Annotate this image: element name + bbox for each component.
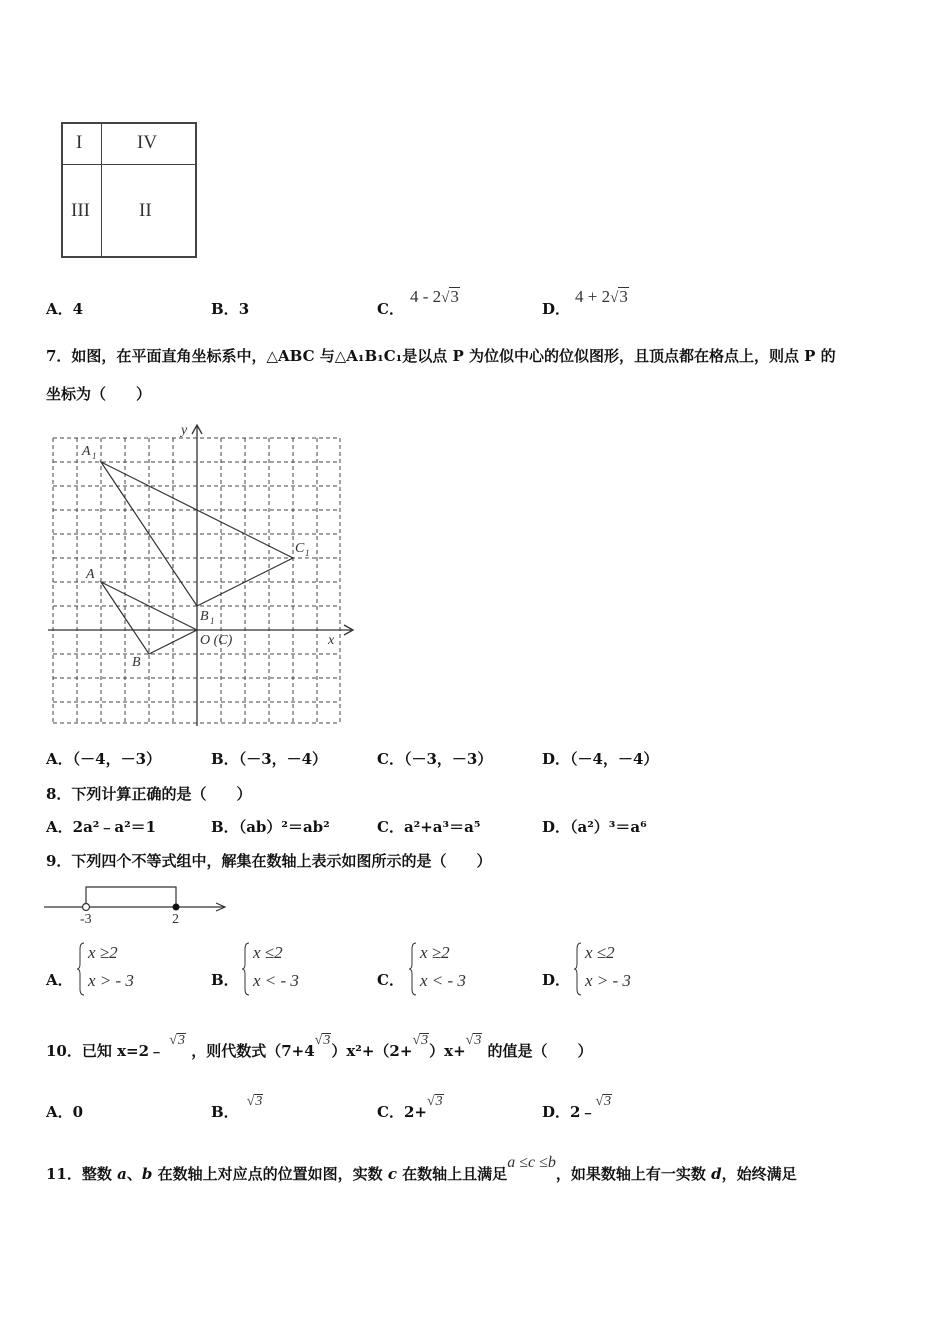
solution-bracket [86,887,176,907]
q9-option-b-line1: x ≤2 [253,943,283,962]
q8-option-b: B．（ab）²＝ab² [211,818,330,836]
quadrant-label-iii: III [71,200,90,221]
q10-option-d-rad: √3 [595,1094,612,1109]
graph-label-b1: B [200,609,209,624]
graph-label-b: B [132,655,141,670]
q10-rad-4: √3 [465,1033,482,1048]
graph-label-b1-sub: 1 [210,616,215,626]
q9-option-c-label: C． [377,971,404,989]
q8-stem: 8．下列计算正确的是（ ） [46,785,252,803]
q6-option-a: A．4 [46,300,84,318]
graph-label-y: y [181,423,188,438]
q7-option-a: A．（－4，－3） [46,750,162,768]
q9-option-a-label: A． [46,971,73,989]
q9-option-a-line2: x > - 3 [88,971,134,990]
q9-stem: 9．下列四个不等式组中，解集在数轴上表示如图所示的是（ ） [46,852,492,870]
q9-number-line [40,878,230,926]
q10-option-c-rad: √3 [426,1094,443,1109]
q7-option-c: C．（－3，－3） [377,750,493,768]
q10-option-b: B．√3 [211,1094,263,1121]
graph-label-c1-sub: 1 [305,548,310,558]
q8-option-d: D．（a²）³＝a⁶ [542,818,647,836]
number-line-label-right: 2 [172,912,179,926]
q9-option-d-brace [573,942,583,996]
q10-rad-3: √3 [412,1033,429,1048]
q9-option-d-line1: x ≤2 [585,943,615,962]
q9-option-c-line1: x ≥2 [420,943,450,962]
graph-label-c1: C [295,541,305,556]
closed-point [173,904,180,911]
q10-option-b-rad: √3 [246,1094,263,1109]
q9-option-c-brace [408,942,418,996]
number-line-label-left: -3 [80,912,92,926]
q9-option-b-line2: x < - 3 [253,971,299,990]
quadrant-label-i: I [76,132,83,153]
graph-label-x: x [328,633,335,648]
q9-option-b-label: B． [211,971,239,989]
q11-condition: a ≤c ≤b [507,1154,556,1171]
q10-option-d: D．2﹣√3 [542,1094,612,1121]
q10-option-c: C．2+√3 [377,1094,443,1121]
quadrant-table [61,122,197,258]
graph-label-a: A [86,567,95,582]
q7-option-b: B．（－3，－4） [211,750,328,768]
q7-stem-line1: 7．如图，在平面直角坐标系中，△ABC 与△A₁B₁C₁是以点 P 为位似中心的位似图形，且顶点都在格点上，则点 P 的 [46,347,836,365]
q9-option-c-line2: x < - 3 [420,971,466,990]
q7-option-d: D．（－4，－4） [542,750,659,768]
q6-option-d-expr: 4 + 2√3 [575,287,628,306]
q11-stem: 11．整数 a、b 在数轴上对应点的位置如图，实数 c 在数轴上且满足a ≤c ≤b，如果数轴上有一实数 d，始终满足 [46,1154,797,1183]
q9-option-d-label: D． [542,971,571,989]
q6-option-c: C． [377,300,404,318]
quadrant-label-ii: II [139,200,152,221]
q10-rad-2: √3 [314,1033,331,1048]
quadrant-label-iv: IV [137,132,158,153]
q6-option-b: B．3 [211,300,250,318]
q9-option-d-line2: x > - 3 [585,971,631,990]
q8-option-c: C．a²+a³＝a⁵ [377,818,481,836]
graph-label-a1: A [82,444,91,459]
q8-option-a: A．2a²﹣a²＝1 [46,818,157,836]
q10-rad-1: √3 [169,1033,185,1048]
q6-option-c-expr: 4 - 2√3 [410,287,459,306]
q10-stem: 10．已知 x=2﹣ √3 ，则代数式（7+4√3）x²+（2+√3）x+√3 的值是（ ） [46,1033,593,1060]
graph-label-o: O (C) [200,633,233,648]
open-point [83,904,90,911]
q9-option-a-brace [76,942,86,996]
q7-coordinate-graph [40,420,360,730]
q9-option-b-brace [241,942,251,996]
graph-label-a1-sub: 1 [92,451,97,461]
q6-option-d: D． [542,300,571,318]
q10-option-a: A．0 [46,1103,84,1121]
q7-stem-line2: 坐标为（ ） [46,385,152,403]
q9-option-a-line1: x ≥2 [88,943,118,962]
